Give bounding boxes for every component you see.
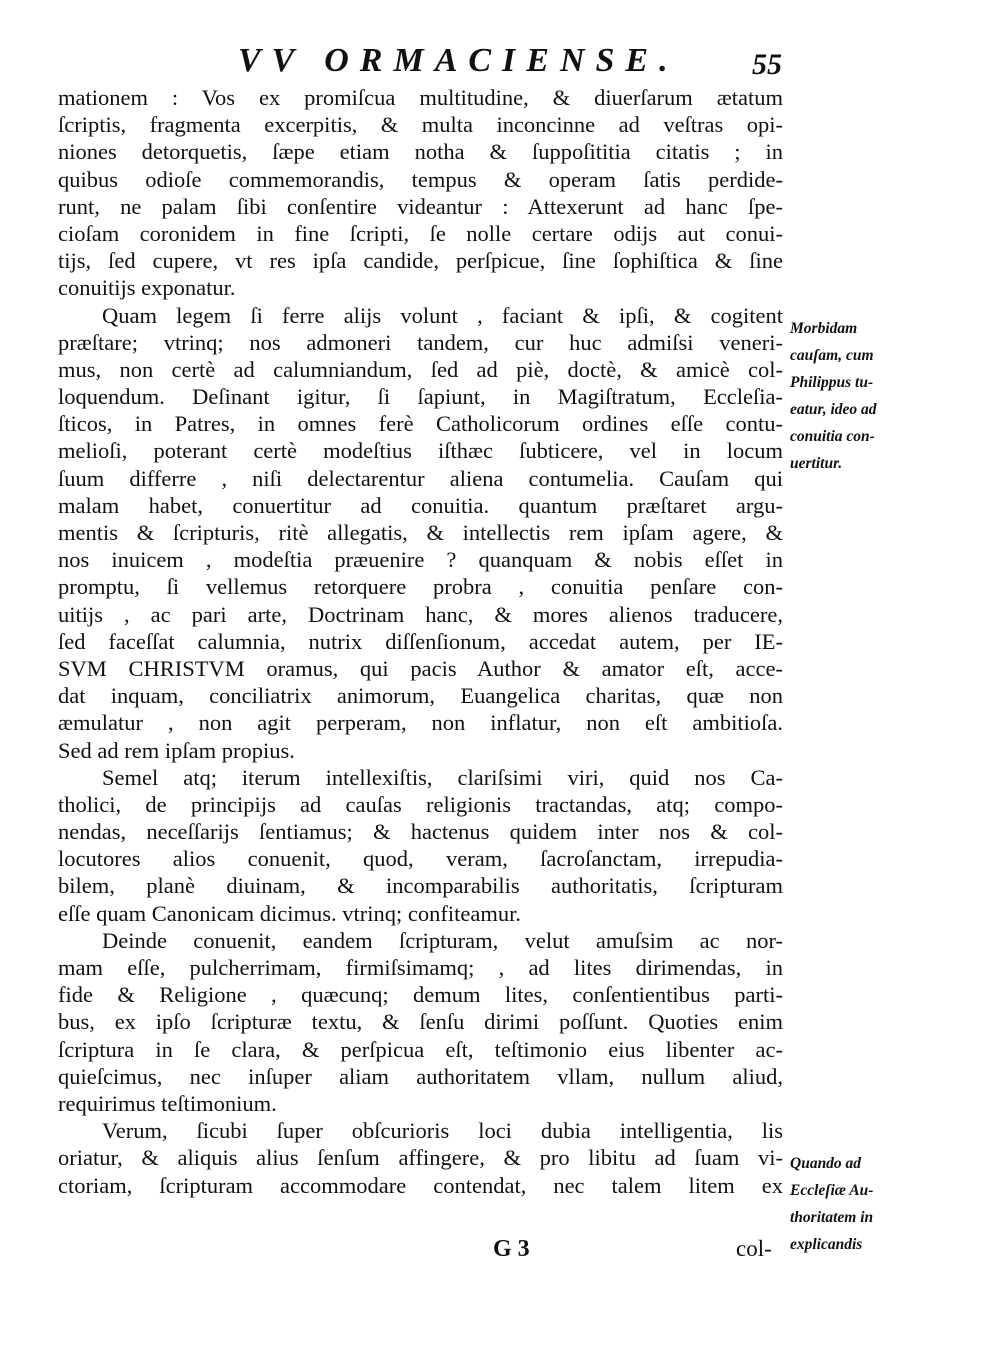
margin-note-line: Eccleſiæ Au- xyxy=(790,1182,874,1199)
margin-note-line: conuitia con- xyxy=(790,428,875,445)
text-line: Sed ad rem ipſam propius. xyxy=(58,737,295,763)
margin-note-line: eatur, ideo ad xyxy=(790,401,877,418)
running-title: VV ORMACIENSE. xyxy=(238,42,679,79)
text-line: ſed faceſſat calumnia, nutrix diſſenſionum, accedat autem, per IE- xyxy=(58,628,783,654)
text-line: melioſi, poterant certè modeſtius iſthæc ſubticere, vel in locum xyxy=(58,438,783,464)
text-line: ſcriptura in ſe clara, & perſpicua eſt, teſtimonio eius libenter ac- xyxy=(58,1036,783,1062)
text-line: præſtare; vtrinq; nos admoneri tandem, cur huc admiſsi veneri- xyxy=(58,329,783,355)
margin-note-line: Philippus tu- xyxy=(790,374,874,391)
text-line: ſuum differre , niſi delectarentur aliena contumelia. Cauſam qui xyxy=(58,465,783,491)
text-line: mationem : Vos ex promiſcua multitudine, & diuerſarum ætatum xyxy=(58,85,783,110)
text-line: SVM CHRISTVM oramus, qui pacis Author & amator eſt, acce- xyxy=(58,655,783,681)
signature-mark: G 3 xyxy=(493,1236,530,1262)
text-line: Semel atq; iterum intellexiſtis, clariſsimi viri, quid nos Ca- xyxy=(102,764,783,790)
text-line: quibus odioſe commemorandis, tempus & operam ſatis perdide- xyxy=(58,166,783,192)
margin-note-line: uertitur. xyxy=(790,455,843,472)
margin-note-line: Quando ad xyxy=(790,1155,862,1172)
text-line: ſticos, in Patres, in omnes ferè Catholicorum ordines eſſe contu- xyxy=(58,411,783,437)
margin-note-line: explicandis xyxy=(790,1236,863,1253)
text-line: tijs, ſed cupere, vt res ipſa candide, perſpicue, ſine ſophiſtica & ſine xyxy=(58,248,783,274)
text-line: fide & Religione , quæcunq; demum lites, conſentientibus parti- xyxy=(58,982,783,1008)
margin-note-morbidam xyxy=(790,315,990,477)
text-line: bus, ex ipſo ſcripturæ textu, & ſenſu dirimi poſſunt. Quoties enim xyxy=(58,1009,783,1035)
text-line: ctoriam, ſcripturam accommodare contendat, nec talem litem ex xyxy=(58,1172,783,1198)
text-line: bilem, planè diuinam, & incomparabilis authoritatis, ſcripturam xyxy=(58,873,783,899)
text-line: uitijs , ac pari arte, Doctrinam hanc, & mores alienos traducere, xyxy=(58,601,783,627)
running-head xyxy=(0,36,1000,88)
text-line: Deinde conuenit, eandem ſcripturam, velut amuſsim ac nor- xyxy=(102,927,783,953)
text-line: malam habet, conuertitur ad conuitia. quantum præſtaret argu- xyxy=(58,492,783,518)
margin-note-line: cauſam, cum xyxy=(790,347,874,364)
main-text-column xyxy=(58,84,783,1199)
text-line: locutores alios conuenit, quod, veram, ſacroſanctam, irrepudia- xyxy=(58,846,783,872)
text-line: æmulatur , non agit perperam, non inflatur, non eſt ambitioſa. xyxy=(58,710,783,736)
text-line: requirimus teſtimonium. xyxy=(58,1090,277,1116)
text-line: Quam legem ſi ferre alijs volunt , faciant & ipſi, & cogitent xyxy=(102,302,783,328)
text-line: cioſam coronidem in fine ſcripti, ſe nolle certare odijs aut conui- xyxy=(58,220,783,246)
text-line: nos inuicem , modeſtia præuenire ? quanquam & nobis eſſet in xyxy=(58,547,783,573)
text-line: runt, ne palam ſibi conſentire videantur : Attexerunt ad hanc ſpe- xyxy=(58,193,783,219)
text-line: dat inquam, conciliatrix animorum, Euangelica charitas, quæ non xyxy=(58,683,783,709)
margin-note-quando xyxy=(790,1150,990,1258)
text-line: conuitijs exponatur. xyxy=(58,275,236,301)
text-line: Verum, ſicubi ſuper obſcurioris loci dubia intelligentia, lis xyxy=(102,1118,783,1144)
catchword: col- xyxy=(736,1236,772,1261)
text-line: mam eſſe, pulcherrimam, firmiſsimamq; , ad lites dirimendas, in xyxy=(58,955,783,980)
text-line: ſcriptis, fragmenta excerpitis, & multa inconcinne ad veſtras opi- xyxy=(58,112,783,138)
text-line: niones detorquetis, ſæpe etiam notha & ſuppoſititia citatis ; in xyxy=(58,139,783,165)
margin-note-line: thoritatem in xyxy=(790,1209,874,1226)
text-line: quieſcimus, nec inſuper aliam authoritatem vllam, nullum aliud, xyxy=(58,1063,783,1089)
text-line: tholici, de principijs ad cauſas religionis tractandas, atq; compo- xyxy=(58,791,783,817)
text-line: loquendum. Deſinant igitur, ſi ſapiunt, in Magiſtratum, Eccleſia- xyxy=(58,384,783,410)
text-line: mentis & ſcripturis, ritè allegatis, & intellectis rem ipſam agere, & xyxy=(58,520,783,545)
text-line: oriatur, & aliquis alius ſenſum affingere, & pro libitu ad ſuam vi- xyxy=(58,1145,783,1171)
text-line: eſſe quam Canonicam dicimus. vtrinq; confiteamur. xyxy=(58,900,522,926)
page-number: 55 xyxy=(752,48,782,81)
text-line: promptu, ſi vellemus retorquere probra , conuitia penſare con- xyxy=(58,574,783,600)
margin-note-line: Morbidam xyxy=(790,320,858,337)
text-line: mus, non certè ad calumniandum, ſed ad piè, doctè, & amicè col- xyxy=(58,356,783,382)
text-line: nendas, neceſſarijs ſentiamus; & hactenus quidem inter nos & col- xyxy=(58,819,783,845)
